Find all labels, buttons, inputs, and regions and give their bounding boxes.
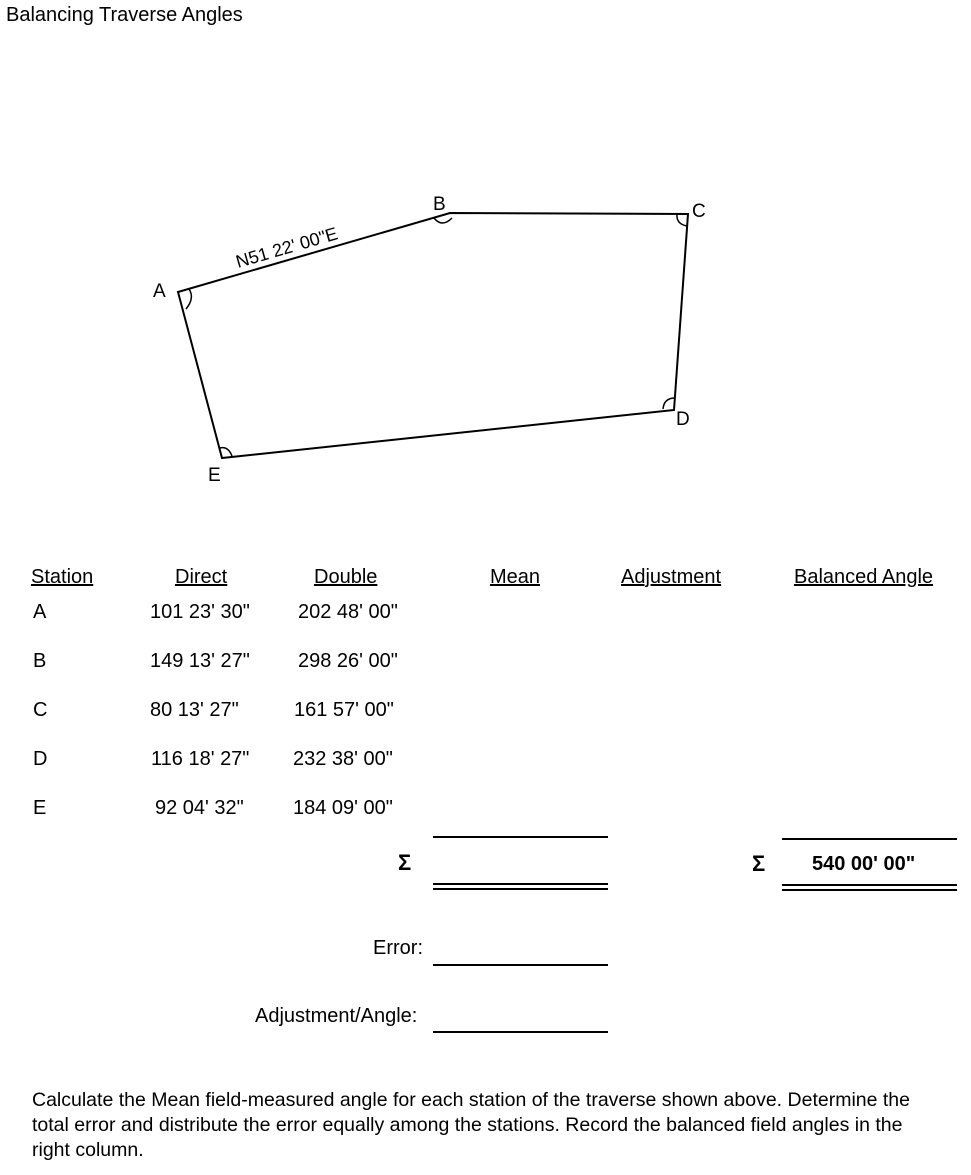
traverse-diagram [0,0,971,520]
angle-arc-a [186,289,191,309]
balanced-sum-double-rule-1 [782,884,957,886]
mean-sigma-icon: Σ [398,850,412,875]
header-mean: Mean [490,566,541,588]
station-a: A [33,601,47,623]
error-label: Error: [373,937,423,959]
double-e: 184 09' 00" [293,797,393,819]
balanced-sum-double-rule-2 [782,889,957,891]
station-c: C [33,699,48,721]
station-b: B [33,650,47,672]
error-answer-line [433,964,608,966]
double-d: 232 38' 00" [293,748,393,770]
balanced-sigma-icon: Σ [752,851,766,876]
adjustment-answer-line [433,1031,608,1033]
mean-sum-double-rule-1 [433,883,608,885]
header-double: Double [314,566,378,588]
header-balanced-angle: Balanced Angle [794,566,934,588]
station-d: D [33,748,48,770]
balanced-sum-top-rule [782,838,957,840]
direct-a: 101 23' 30" [150,601,250,623]
double-c: 161 57' 00" [294,699,394,721]
direct-b: 149 13' 27" [150,650,250,672]
bearing-label: N51 22' 00"E [233,223,340,272]
balanced-total: 540 00' 00" [812,853,916,875]
double-b: 298 26' 00" [298,650,398,672]
mean-sum-double-rule-2 [433,888,608,890]
header-adjustment: Adjustment [621,566,722,588]
station-label-e: E [208,465,221,486]
station-label-a: A [153,281,166,302]
page-title: Balancing Traverse Angles [6,4,243,26]
station-e: E [33,797,47,819]
adjustment-per-angle-label: Adjustment/Angle: [255,1005,418,1027]
station-label-c: C [692,201,706,222]
direct-e: 92 04' 32" [155,797,244,819]
header-station: Station [31,566,94,588]
mean-sum-top-rule [433,836,608,838]
station-label-b: B [433,194,446,215]
angle-arc-b [434,218,452,223]
direct-d: 116 18' 27" [151,748,250,770]
angle-arc-c [677,214,687,226]
direct-c: 80 13' 27" [150,699,239,721]
instructions-text: Calculate the Mean field-measured angle for each station of the traverse shown above. Determine the total error and distribute the error equally among the stations. Record the balanced field angles in the right column. [32,1089,910,1161]
header-direct: Direct [175,566,228,588]
double-a: 202 48' 00" [298,601,398,623]
station-label-d: D [676,409,690,430]
